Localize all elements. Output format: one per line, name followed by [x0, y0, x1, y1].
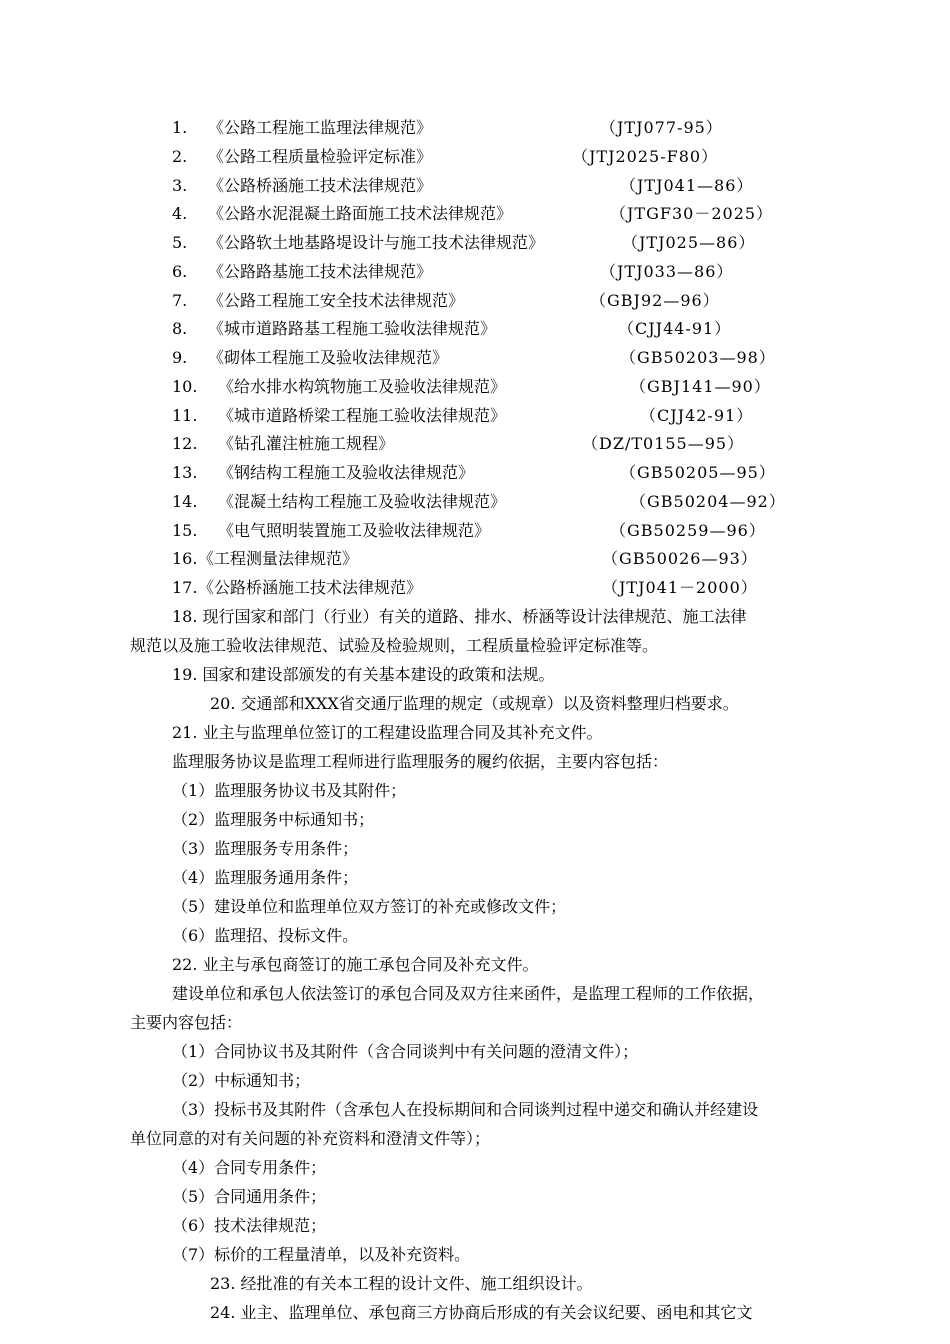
reference-item	[0, 459, 950, 487]
reference-item	[0, 315, 950, 343]
reference-title: 《工程测量法律规范》	[198, 549, 359, 569]
reference-code: （CJJ44-91）	[618, 319, 732, 339]
reference-item	[0, 229, 950, 257]
reference-code: （CJJ42-91）	[640, 405, 754, 425]
paragraph-line: （6）技术法律规范；	[172, 1216, 327, 1235]
reference-item	[0, 488, 950, 516]
reference-code: （JTJ033—86）	[600, 261, 734, 281]
paragraph-line: （2）中标通知书；	[172, 1071, 311, 1090]
reference-item	[0, 574, 950, 602]
reference-number: 4.	[172, 204, 188, 224]
reference-item	[0, 200, 950, 228]
reference-code: （JTJ077-95）	[600, 118, 723, 137]
paragraph-line: （5）建设单位和监理单位双方签订的补充或修改文件；	[172, 897, 567, 916]
reference-code: （JTGF30－2025）	[610, 204, 774, 224]
reference-number: 14.	[172, 491, 198, 511]
reference-title: 《给水排水构筑物施工及验收法律规范》	[218, 376, 507, 396]
reference-code: （DZ/T0155—95）	[582, 434, 745, 454]
reference-number: 11.	[172, 405, 198, 425]
reference-item	[0, 172, 950, 200]
paragraph-line: （5）合同通用条件；	[172, 1187, 327, 1206]
reference-number: 17.	[172, 578, 198, 597]
reference-title: 《公路路基施工技术法律规范》	[208, 261, 433, 281]
paragraph-line: （6）监理招、投标文件。	[172, 926, 359, 945]
reference-number: 6.	[172, 261, 188, 281]
reference-item	[0, 287, 950, 315]
reference-code: （GBJ141—90）	[630, 376, 771, 396]
paragraph-line: 21. 业主与监理单位签订的工程建设监理合同及其补充文件。	[172, 723, 603, 742]
reference-title: 《公路工程施工安全技术法律规范》	[208, 290, 465, 310]
paragraph-line: （4）合同专用条件；	[172, 1158, 327, 1177]
reference-item	[0, 114, 950, 142]
paragraph-line: 23. 经批准的有关本工程的设计文件、施工组织设计。	[210, 1274, 593, 1293]
paragraph-line: 20. 交通部和XXX省交通厅监理的规定（或规章）以及资料整理归档要求。	[210, 694, 739, 713]
reference-code: （JTJ025—86）	[622, 233, 756, 252]
reference-code: （GB50203—98）	[620, 348, 776, 367]
reference-code: （GB50205—95）	[620, 463, 776, 482]
reference-number: 16.	[172, 549, 198, 569]
reference-code: （GB50026—93）	[602, 549, 758, 569]
paragraph-line: 24. 业主、监理单位、承包商三方协商后形成的有关会议纪要、函电和其它文	[210, 1303, 753, 1322]
reference-code: （JTJ041－2000）	[602, 578, 758, 597]
reference-code: （JTJ2025-F80）	[572, 146, 719, 166]
reference-title: 《电气照明装置施工及验收法律规范》	[218, 520, 491, 540]
reference-item	[0, 545, 950, 573]
reference-number: 5.	[172, 233, 188, 252]
reference-title: 《砌体工程施工及验收法律规范》	[208, 348, 449, 367]
paragraph-line: （7）标价的工程量清单，以及补充资料。	[172, 1245, 471, 1264]
reference-item	[0, 258, 950, 286]
paragraph-line: 单位同意的对有关问题的补充资料和澄清文件等）；	[130, 1129, 491, 1148]
reference-title: 《钢结构工程施工及验收法律规范》	[218, 463, 475, 482]
paragraph-line: （1）合同协议书及其附件（含合同谈判中有关问题的澄清文件）；	[172, 1042, 639, 1061]
reference-title: 《公路桥涵施工技术法律规范》	[208, 175, 433, 195]
reference-title: 《公路工程质量检验评定标准》	[208, 146, 433, 166]
paragraph-line: （4）监理服务通用条件；	[172, 868, 359, 887]
reference-code: （GBJ92—96）	[590, 290, 720, 310]
paragraph-line: 规范以及施工验收法律规范、试验及检验规则，工程质量检验评定标准等。	[130, 636, 659, 655]
reference-title: 《钻孔灌注桩施工规程》	[218, 434, 395, 454]
reference-number: 9.	[172, 348, 188, 367]
paragraph-line: 22. 业主与承包商签订的施工承包合同及补充文件。	[172, 955, 539, 974]
reference-item	[0, 373, 950, 401]
reference-number: 8.	[172, 319, 188, 339]
reference-title: 《公路水泥混凝土路面施工技术法律规范》	[208, 204, 513, 224]
reference-item	[0, 402, 950, 430]
reference-number: 15.	[172, 520, 198, 540]
paragraph-line: （3）投标书及其附件（含承包人在投标期间和合同谈判过程中递交和确认并经建设	[172, 1100, 759, 1119]
paragraph-line: （3）监理服务专用条件；	[172, 839, 359, 858]
paragraph-line: 18. 现行国家和部门（行业）有关的道路、排水、桥涵等设计法律规范、施工法律	[172, 607, 747, 626]
reference-title: 《公路软土地基路堤设计与施工技术法律规范》	[208, 233, 545, 252]
reference-number: 7.	[172, 290, 188, 310]
reference-title: 《混凝土结构工程施工及验收法律规范》	[218, 491, 507, 511]
reference-title: 《城市道路路基工程施工验收法律规范》	[208, 319, 497, 339]
reference-item	[0, 430, 950, 458]
reference-number: 10.	[172, 376, 198, 396]
reference-number: 12.	[172, 434, 198, 454]
reference-code: （GB50259—96）	[610, 520, 766, 540]
reference-number: 1.	[172, 118, 188, 137]
reference-item	[0, 143, 950, 171]
paragraph-line: （2）监理服务中标通知书；	[172, 810, 375, 829]
paragraph-line: 主要内容包括：	[130, 1013, 243, 1032]
paragraph-line: 监理服务协议是监理工程师进行监理服务的履约依据，主要内容包括：	[172, 752, 669, 771]
reference-title: 《城市道路桥梁工程施工验收法律规范》	[218, 405, 507, 425]
reference-item	[0, 344, 950, 372]
reference-number: 2.	[172, 146, 188, 166]
paragraph-line: 19. 国家和建设部颁发的有关基本建设的政策和法规。	[172, 665, 555, 684]
reference-title: 《公路桥涵施工技术法律规范》	[198, 578, 423, 597]
reference-title: 《公路工程施工监理法律规范》	[208, 118, 433, 137]
reference-number: 13.	[172, 463, 198, 482]
reference-code: （JTJ041—86）	[620, 175, 754, 195]
paragraph-line: 建设单位和承包人依法签订的承包合同及双方往来函件，是监理工程师的工作依据，	[172, 984, 765, 1003]
paragraph-line: （1）监理服务协议书及其附件；	[172, 781, 407, 800]
reference-code: （GB50204—92）	[630, 491, 786, 511]
reference-number: 3.	[172, 175, 188, 195]
reference-item	[0, 517, 950, 545]
